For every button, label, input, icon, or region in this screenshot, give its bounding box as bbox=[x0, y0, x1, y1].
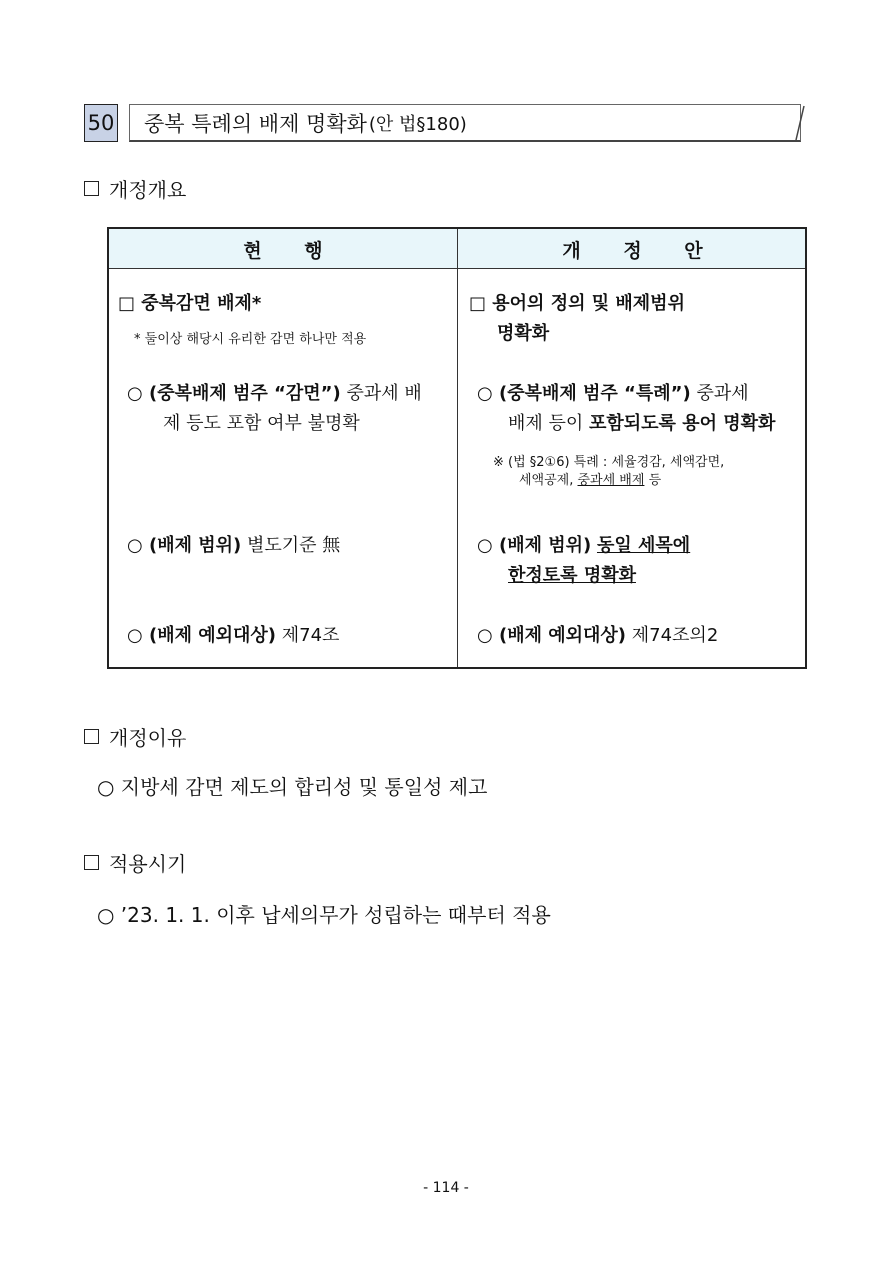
proposed-row3: ○ (배제 예외대상) 제74조의2 bbox=[477, 625, 719, 646]
proposed-row2: ○ (배제 범위) 동일 세목에 한정토록 명확화 bbox=[477, 535, 691, 586]
current-item-note: * 둘이상 해당시 유리한 감면 하나만 적용 bbox=[134, 332, 367, 347]
section-reason bbox=[84, 722, 186, 751]
current-item-title: □ 중복감면 배제* bbox=[118, 293, 262, 314]
title-slash-decoration bbox=[792, 104, 806, 142]
page-number: - 114 - bbox=[423, 1180, 469, 1196]
header-proposed: 개 정 안 bbox=[562, 239, 721, 262]
current-row3: ○ (배제 예외대상) 제74조 bbox=[127, 625, 340, 646]
page-title bbox=[129, 104, 801, 142]
current-row2: ○ (배제 범위) 별도기준 無 bbox=[127, 535, 341, 556]
title-main: 중복 특례의 배제 명확화 bbox=[144, 111, 367, 136]
column-divider bbox=[457, 229, 458, 667]
section-effective bbox=[84, 848, 186, 877]
section-number: 50 bbox=[87, 111, 115, 135]
proposed-item-title: □ 용어의 정의 및 배제범위 명확화 bbox=[469, 293, 685, 344]
header-current: 현 행 bbox=[243, 239, 341, 262]
effective-text: ○ ’23. 1. 1. 이후 납세의무가 성립하는 때부터 적용 bbox=[97, 903, 551, 927]
checkbox-square-icon bbox=[84, 729, 99, 744]
section-number-badge bbox=[84, 104, 118, 142]
section-effective-label: 적용시기 bbox=[109, 852, 187, 876]
proposed-row1: ○ (중복배제 범주 “특례”) 중과세 배제 등이 포함되도록 용어 명확화 bbox=[477, 383, 776, 434]
reason-text: ○ 지방세 감면 제도의 합리성 및 통일성 제고 bbox=[97, 775, 488, 799]
current-row1: ○ (중복배제 범주 “감면”) 중과세 배 제 등도 포함 여부 불명확 bbox=[127, 383, 422, 434]
proposed-row1-note: ※ (법 §2①6) 특례 : 세율경감, 세액감면, 세액공제, 중과세 배제 등 bbox=[493, 455, 725, 488]
section-overview-label: 개정개요 bbox=[109, 178, 187, 202]
checkbox-square-icon bbox=[84, 855, 99, 870]
section-reason-label: 개정이유 bbox=[109, 726, 187, 750]
comparison-table bbox=[107, 227, 807, 669]
checkbox-square-icon bbox=[84, 181, 99, 196]
section-overview bbox=[84, 174, 186, 203]
title-sub: (안 법§180) bbox=[368, 113, 467, 135]
